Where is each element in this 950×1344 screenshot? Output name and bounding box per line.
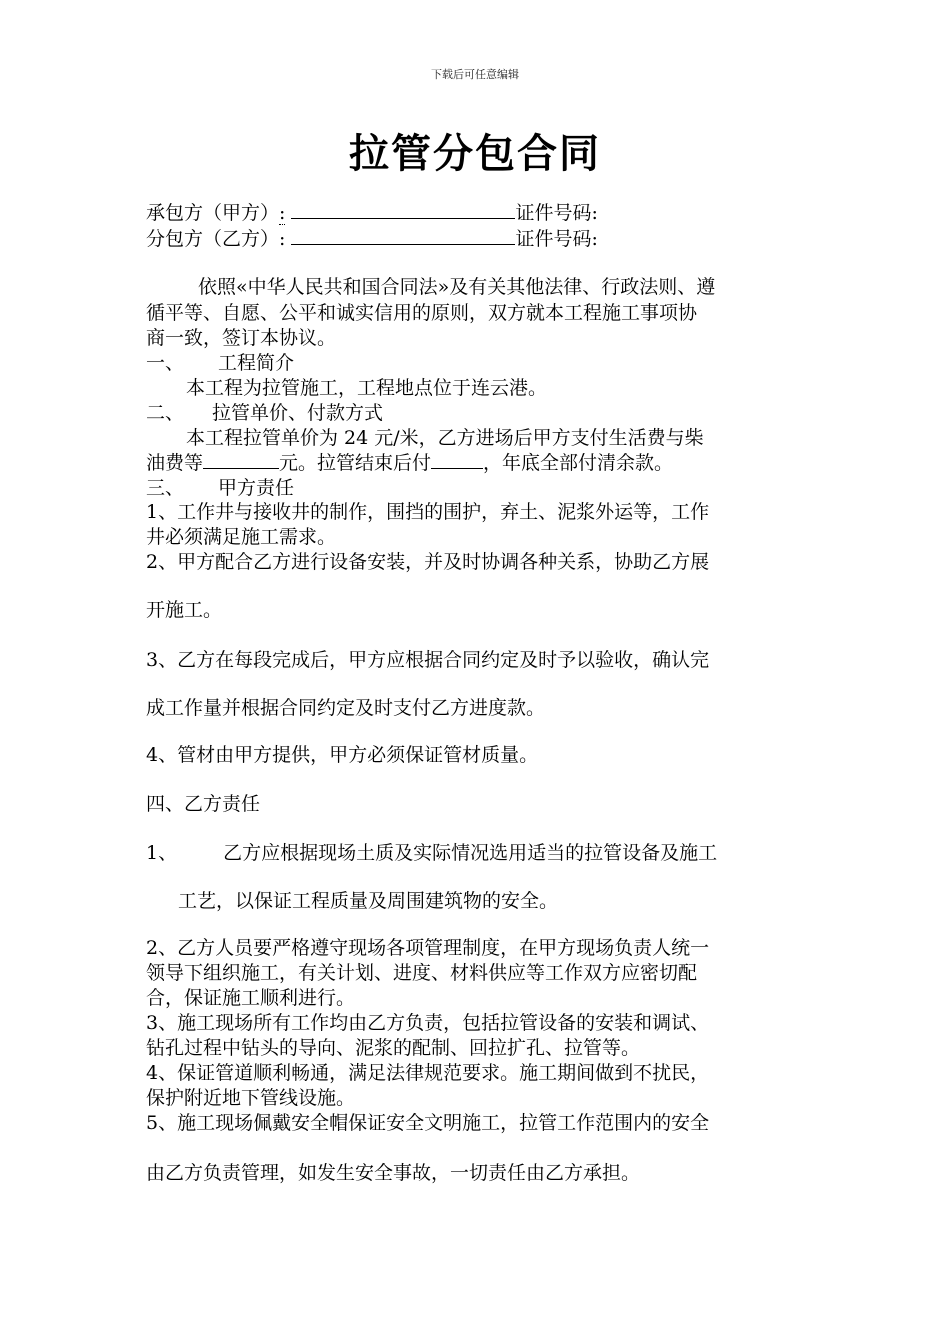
section-4-item-5-line-2: 由乙方负责管理，如发生安全事故，一切责任由乙方承担。 [146,1162,641,1184]
section-2-body-line-2 [146,450,673,476]
section-3-item-1-line-2: 井必须满足施工需求。 [146,526,337,548]
section-2-title: 拉管单价、付款方式 [212,402,384,424]
section-1-num: 一、 [146,352,185,374]
intro-line-3: 商一致，签订本协议。 [146,327,337,349]
payment-amount-blank[interactable] [431,450,483,469]
section-4-item-4-line-1: 4、保证管道顺利畅通，满足法律规范要求。施工期间做到不扰民， [146,1062,710,1084]
section-2-body-line-1: 本工程拉管单价为 24 元/米，乙方进场后甲方支付生活费与柴 [186,427,704,449]
intro-line-2: 循平等、自愿、公平和诚实信用的原则，双方就本工程施工事项协 [146,302,698,324]
document-title: 拉管分包合同 [349,130,601,177]
section-3-num: 三、 [146,477,185,499]
party-b-name-blank[interactable] [291,226,515,245]
balance-label: ，年底全部付清余款。 [483,452,674,474]
section-2-heading [146,400,383,426]
section-3-item-1-line-1: 1、工作井与接收井的制作，围挡的围护，弃土、泥浆外运等，工作 [146,501,710,523]
section-3-item-3-line-2: 成工作量并根据合同约定及时支付乙方进度款。 [146,697,546,719]
party-b-id-label: 证件号码: [515,228,598,250]
section-1-title: 工程简介 [218,352,295,374]
party-a-colon: : [279,202,286,224]
section-4-item-3-line-2: 钻孔过程中钻头的导向、泥浆的配制、回拉扩孔、拉管等。 [146,1037,641,1059]
section-4-item-5-line-1: 5、施工现场佩戴安全帽保证安全文明施工，拉管工作范围内的安全 [146,1112,710,1134]
party-b-colon: : [279,228,286,250]
intro-line-1: 依照«中华人民共和国合同法»及有关其他法律、行政法则、遵 [198,276,716,298]
section-3-item-2-line-1: 2、甲方配合乙方进行设备安装，并及时协调各种关系，协助乙方展 [146,551,710,573]
party-a-label: 承包方（甲方） [146,202,280,224]
party-a-line [146,200,598,226]
header-note: 下载后可任意编辑 [431,68,519,81]
section-3-title: 甲方责任 [218,477,295,499]
party-a-name-blank[interactable] [291,200,515,219]
section-4-heading: 四、乙方责任 [146,793,261,815]
section-4-item-4-line-2: 保护附近地下管线设施。 [146,1087,356,1109]
fee-amount-blank[interactable] [203,450,279,469]
section-2-num: 二、 [146,402,185,424]
section-3-item-3-line-1: 3、乙方在每段完成后，甲方应根据合同约定及时予以验收，确认完 [146,649,710,671]
payment-label: 元。拉管结束后付 [279,452,432,474]
party-a-id-label: 证件号码: [515,202,598,224]
party-b-line [146,226,598,252]
section-3-heading [146,475,294,501]
section-4-item-3-line-1: 3、施工现场所有工作均由乙方负责，包括拉管设备的安装和调试、 [146,1012,710,1034]
section-1-heading [146,350,294,376]
fee-label: 油费等 [146,452,204,474]
section-4-item-1-text: 乙方应根据现场土质及实际情况选用适当的拉管设备及施工 [223,842,718,864]
section-1-body: 本工程为拉管施工，工程地点位于连云港。 [186,377,548,399]
section-4-item-1-line-1 [146,840,717,866]
section-4-item-2-line-1: 2、乙方人员要严格遵守现场各项管理制度，在甲方现场负责人统一 [146,937,710,959]
section-4-item-2-line-3: 合，保证施工顺利进行。 [146,987,356,1009]
section-3-item-4: 4、管材由甲方提供，甲方必须保证管材质量。 [146,744,539,766]
section-4-item-1-num: 1、 [146,842,178,864]
section-4-item-1-line-2: 工艺，以保证工程质量及周围建筑物的安全。 [178,890,559,912]
section-3-item-2-line-2: 开施工。 [146,599,223,621]
section-4-item-2-line-2: 领导下组织施工，有关计划、进度、材料供应等工作双方应密切配 [146,962,698,984]
party-b-label: 分包方（乙方） [146,228,280,250]
